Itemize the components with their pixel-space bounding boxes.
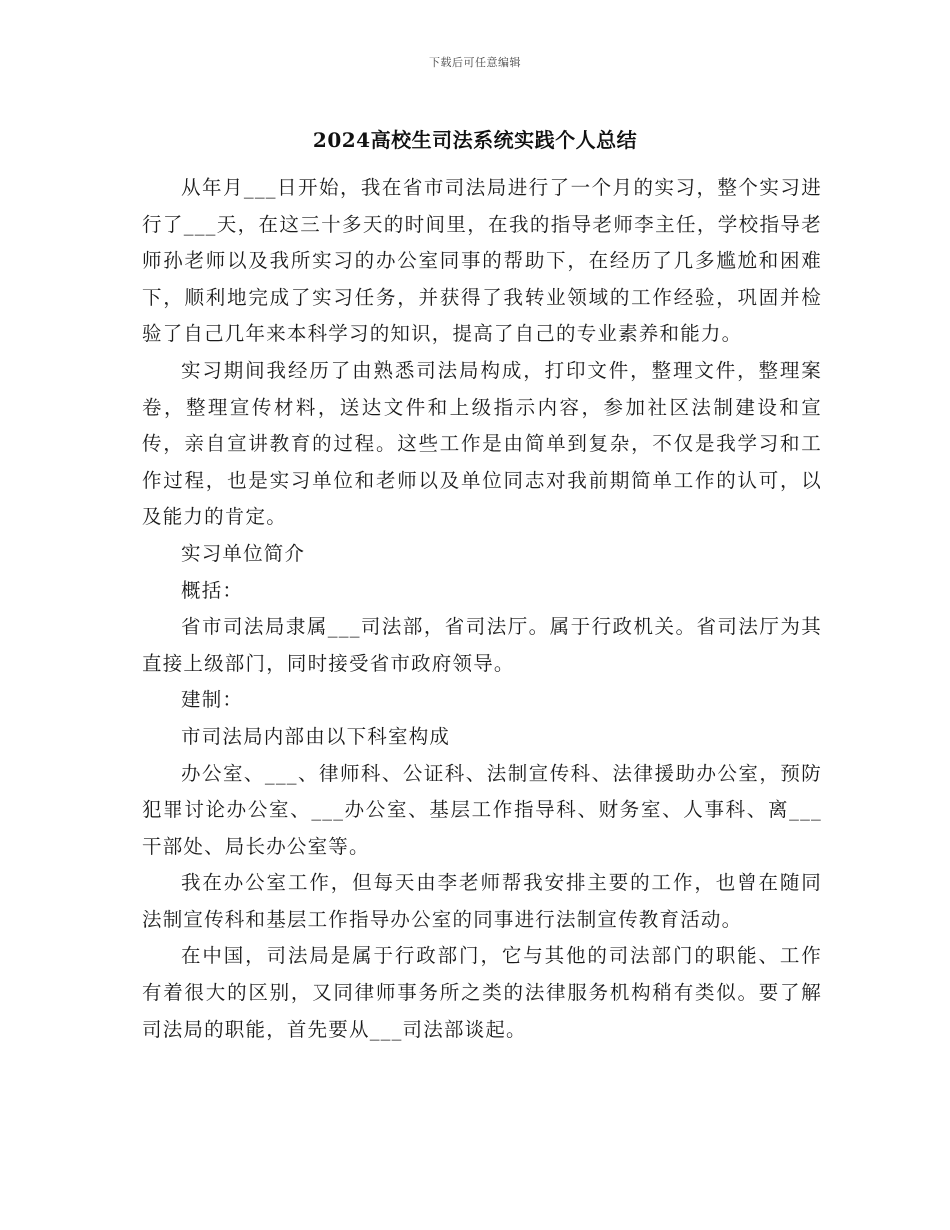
document-body [142, 170, 822, 1048]
paragraph-departments-intro: 市司法局内部由以下科室构成 [181, 724, 451, 748]
page-header-note: 下载后可任意编辑 [429, 56, 521, 69]
document-title: 2024高校生司法系统实践个人总结 [312, 128, 638, 152]
paragraph-summary-heading: 概括： [181, 578, 244, 602]
paragraph-bureau-function: 在中国，司法局是属于行政部门，它与其他的司法部门的职能、工作有着很大的区别，又同律师事务所之类的法律服务机构稍有类似。要了解司法局的职能，首先要从___司法部谈起。 [142, 944, 822, 1041]
paragraph-internship-tasks: 实习期间我经历了由熟悉司法局构成，打印文件，整理文件，整理案卷，整理宣传材料，送达文件和上级指示内容，参加社区法制建设和宣传，亲自宣讲教育的过程。这些工作是由简单到复杂，不仅是我学习和工作过程，也是实习单位和老师以及单位同志对我前期简单工作的认可，以及能力的肯定。 [142, 358, 822, 529]
paragraph-affiliation: 省市司法局隶属___司法部，省司法厅。属于行政机关。省司法厅为其直接上级部门，同时接受省市政府领导。 [142, 615, 822, 675]
paragraph-structure-heading: 建制： [181, 688, 244, 712]
paragraph-office-work: 我在办公室工作，但每天由李老师帮我安排主要的工作，也曾在随同法制宣传科和基层工作指导办公室的同事进行法制宣传教育活动。 [142, 871, 822, 931]
paragraph-internship-overview: 从年月___日开始，我在省市司法局进行了一个月的实习，整个实习进行了___天，在这三十多天的时间里，在我的指导老师李主任，学校指导老师孙老师以及我所实习的办公室同事的帮助下，在经历了几多尴尬和困难下，顺利地完成了实习任务，并获得了我转业领域的工作经验，巩固并检验了自己几年来本科学习的知识，提高了自己的专业素养和能力。 [142, 176, 822, 346]
paragraph-unit-intro-heading: 实习单位简介 [181, 541, 306, 565]
paragraph-departments-list: 办公室、___、律师科、公证科、法制宣传科、法律援助办公室，预防犯罪讨论办公室、___办公室、基层工作指导科、财务室、人事科、离___干部处、局长办公室等。 [142, 761, 822, 858]
